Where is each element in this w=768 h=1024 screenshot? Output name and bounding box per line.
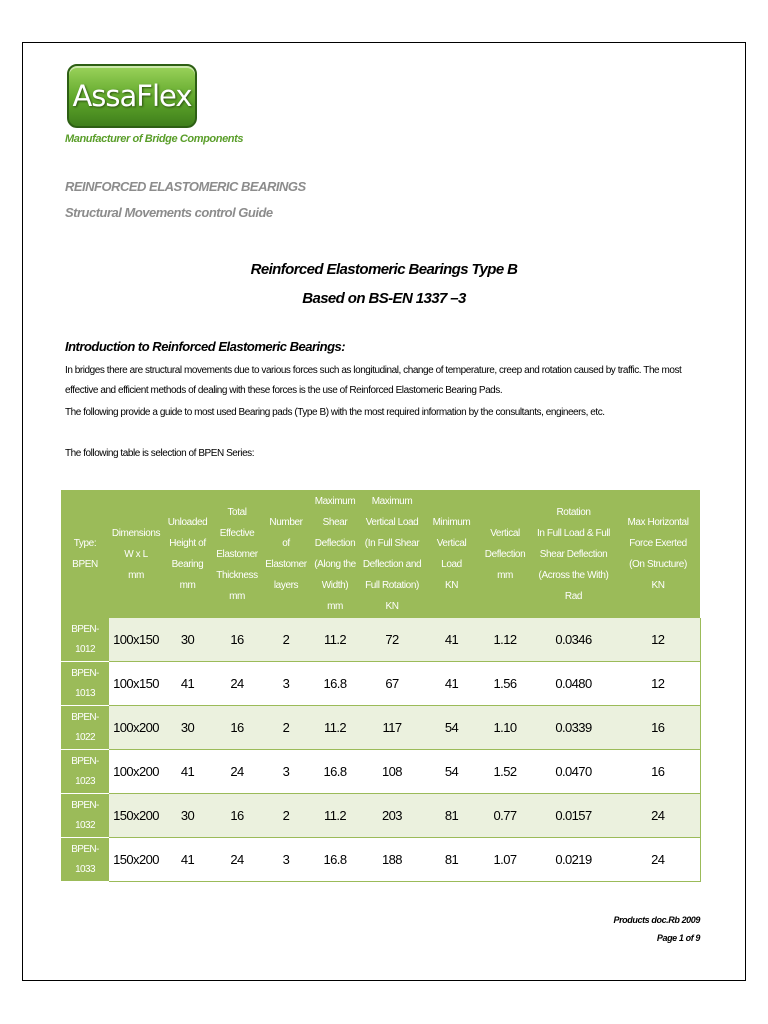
- cell-type: BPEN- 1013: [61, 662, 109, 706]
- cell-shear-deflection: 16.8: [310, 750, 360, 794]
- cell-elastomer-layers: 2: [262, 706, 310, 750]
- cell-max-vertical-load: 188: [360, 838, 424, 882]
- cell-min-vertical-load: 54: [424, 750, 479, 794]
- footer-page-number: Page 1 of 9: [656, 933, 700, 943]
- cell-max-vertical-load: 72: [360, 618, 424, 662]
- cell-unloaded-height: 41: [163, 750, 212, 794]
- cell-unloaded-height: 30: [163, 618, 212, 662]
- cell-elastomer-layers: 3: [262, 662, 310, 706]
- cell-shear-deflection: 16.8: [310, 838, 360, 882]
- cell-dimensions: 100x200: [109, 706, 163, 750]
- cell-elastomer-thickness: 24: [212, 750, 262, 794]
- cell-vertical-deflection: 1.10: [479, 706, 531, 750]
- header-max-vertical-load: Maximum Vertical Load (In Full Shear Deflection and Full Rotation) KN: [360, 490, 424, 618]
- cell-elastomer-thickness: 24: [212, 838, 262, 882]
- cell-horizontal-force: 24: [616, 794, 700, 838]
- header-elastomer-layers: Number of Elastomer layers: [262, 490, 310, 618]
- cell-vertical-deflection: 1.12: [479, 618, 531, 662]
- cell-elastomer-layers: 2: [262, 618, 310, 662]
- cell-vertical-deflection: 1.52: [479, 750, 531, 794]
- company-logo: [67, 64, 197, 128]
- cell-shear-deflection: 16.8: [310, 662, 360, 706]
- cell-horizontal-force: 16: [616, 750, 700, 794]
- cell-vertical-deflection: 1.07: [479, 838, 531, 882]
- header-horizontal-force: Max Horizontal Force Exerted (On Structure) KN: [616, 490, 700, 618]
- table-row: [61, 706, 700, 750]
- header-unloaded-height: Unloaded Height of Bearing mm: [163, 490, 212, 618]
- cell-min-vertical-load: 54: [424, 706, 479, 750]
- cell-rotation: 0.0480: [531, 662, 616, 706]
- cell-unloaded-height: 30: [163, 706, 212, 750]
- header-shear-deflection: Maximum Shear Deflection (Along the Width) mm: [310, 490, 360, 618]
- subheading-product: REINFORCED ELASTOMERIC BEARINGS: [65, 179, 306, 194]
- cell-max-vertical-load: 203: [360, 794, 424, 838]
- header-min-vertical-load: Minimum Vertical Load KN: [424, 490, 479, 618]
- cell-elastomer-thickness: 24: [212, 662, 262, 706]
- cell-type: BPEN- 1022: [61, 706, 109, 750]
- company-tagline: Manufacturer of Bridge Components: [65, 133, 244, 145]
- header-type: Type: BPEN: [61, 490, 109, 618]
- bearing-spec-table: [61, 490, 701, 882]
- table-row: [61, 662, 700, 706]
- cell-unloaded-height: 30: [163, 794, 212, 838]
- cell-dimensions: 100x150: [109, 618, 163, 662]
- cell-rotation: 0.0219: [531, 838, 616, 882]
- cell-shear-deflection: 11.2: [310, 618, 360, 662]
- cell-min-vertical-load: 81: [424, 838, 479, 882]
- cell-shear-deflection: 11.2: [310, 794, 360, 838]
- cell-max-vertical-load: 108: [360, 750, 424, 794]
- cell-vertical-deflection: 0.77: [479, 794, 531, 838]
- header-dimensions: Dimensions W x L mm: [109, 490, 163, 618]
- cell-dimensions: 100x200: [109, 750, 163, 794]
- cell-elastomer-thickness: 16: [212, 794, 262, 838]
- table-row: [61, 618, 700, 662]
- cell-type: BPEN- 1023: [61, 750, 109, 794]
- intro-heading: Introduction to Reinforced Elastomeric Bearings:: [65, 339, 346, 354]
- subheading-guide: Structural Movements control Guide: [65, 205, 273, 220]
- cell-rotation: 0.0157: [531, 794, 616, 838]
- cell-dimensions: 150x200: [109, 794, 163, 838]
- cell-horizontal-force: 16: [616, 706, 700, 750]
- table-intro-text: The following table is selection of BPEN Series:: [65, 448, 255, 459]
- cell-elastomer-thickness: 16: [212, 618, 262, 662]
- guide-paragraph: The following provide a guide to most used Bearing pads (Type B) with the most required information by the consultants, engineers, etc.: [65, 407, 605, 418]
- cell-type: BPEN- 1012: [61, 618, 109, 662]
- header-elastomer-thickness: Total Effective Elastomer Thickness mm: [212, 490, 262, 618]
- intro-paragraph: In bridges there are structural movements due to various forces such as longitudinal, change of temperature, creep and rotation caused by traffic. The most effective and efficient methods of dealing with these forces is the use of Reinforced Elastomeric Bearing Pads.: [65, 365, 682, 396]
- table-row: [61, 750, 700, 794]
- logo-text: AssaFlex: [72, 79, 192, 113]
- document-title: Reinforced Elastomeric Bearings Type B: [250, 261, 518, 278]
- cell-rotation: 0.0470: [531, 750, 616, 794]
- cell-max-vertical-load: 67: [360, 662, 424, 706]
- cell-elastomer-layers: 2: [262, 794, 310, 838]
- header-rotation: Rotation In Full Load & Full Shear Deflection (Across the With) Rad: [531, 490, 616, 618]
- table-row: [61, 838, 700, 882]
- cell-type: BPEN- 1033: [61, 838, 109, 882]
- cell-elastomer-layers: 3: [262, 838, 310, 882]
- cell-dimensions: 150x200: [109, 838, 163, 882]
- cell-max-vertical-load: 117: [360, 706, 424, 750]
- cell-min-vertical-load: 81: [424, 794, 479, 838]
- cell-min-vertical-load: 41: [424, 618, 479, 662]
- cell-vertical-deflection: 1.56: [479, 662, 531, 706]
- cell-shear-deflection: 11.2: [310, 706, 360, 750]
- cell-min-vertical-load: 41: [424, 662, 479, 706]
- cell-dimensions: 100x150: [109, 662, 163, 706]
- cell-elastomer-layers: 3: [262, 750, 310, 794]
- cell-unloaded-height: 41: [163, 838, 212, 882]
- cell-rotation: 0.0346: [531, 618, 616, 662]
- table-row: [61, 794, 700, 838]
- document-subtitle: Based on BS-EN 1337 –3: [302, 290, 466, 307]
- cell-rotation: 0.0339: [531, 706, 616, 750]
- cell-type: BPEN- 1032: [61, 794, 109, 838]
- cell-horizontal-force: 12: [616, 618, 700, 662]
- header-vertical-deflection: Vertical Deflection mm: [479, 490, 531, 618]
- cell-horizontal-force: 24: [616, 838, 700, 882]
- cell-elastomer-thickness: 16: [212, 706, 262, 750]
- footer-doc-reference: Products doc.Rb 2009: [613, 915, 700, 925]
- cell-horizontal-force: 12: [616, 662, 700, 706]
- cell-unloaded-height: 41: [163, 662, 212, 706]
- table-header-row: [61, 490, 700, 618]
